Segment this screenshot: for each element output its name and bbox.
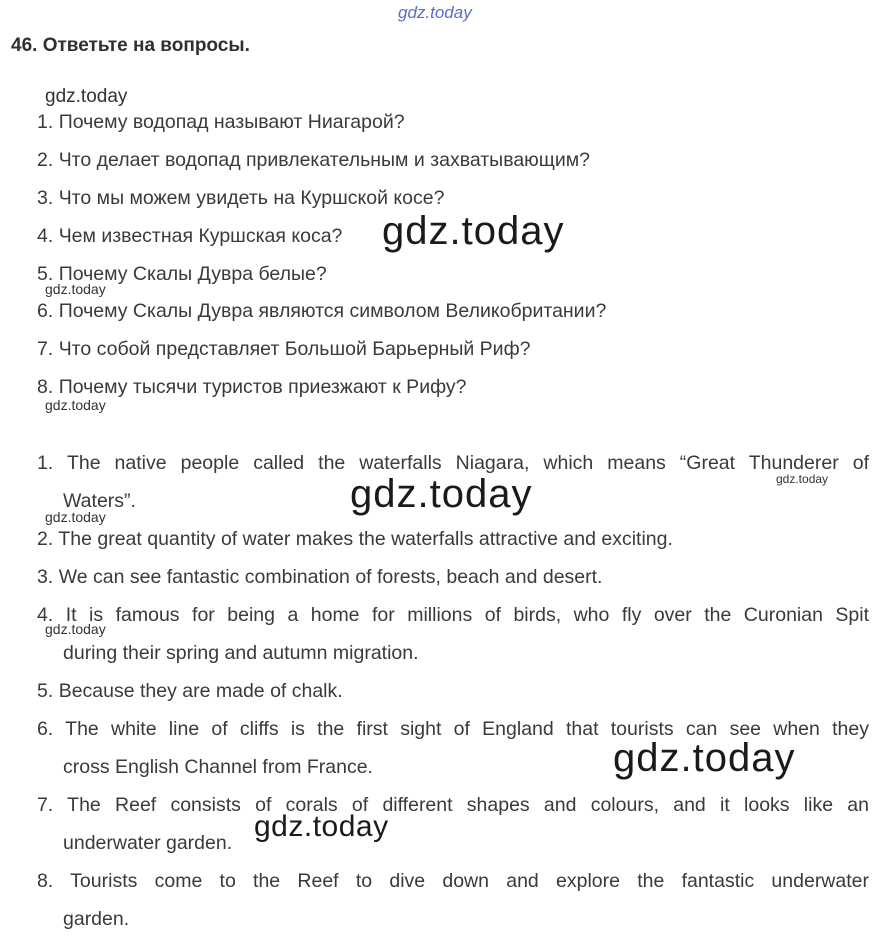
question-text: Что собой представляет Большой Барьерный Риф? (58, 338, 531, 360)
watermark: gdz.today (613, 736, 796, 780)
answer-5 (37, 680, 343, 702)
watermark: gdz.today (45, 397, 106, 413)
answer-3 (37, 566, 602, 588)
answer-text: Tourists come to the Reef to dive down and explore the fantastic underwater (70, 870, 869, 892)
question-6 (37, 300, 606, 322)
question-3 (37, 187, 444, 209)
answer-number: 2. (37, 528, 54, 550)
question-number: 1. (37, 111, 54, 133)
answer-text: Because they are made of chalk. (58, 680, 343, 702)
exercise-title: 46. Ответьте на вопросы. (11, 35, 250, 56)
answer-4 (37, 604, 869, 626)
answer-number: 8. (37, 870, 54, 892)
watermark: gdz.today (45, 86, 128, 107)
question-number: 2. (37, 149, 54, 171)
answer-1-cont: Waters”. (63, 490, 136, 512)
answer-number: 3. (37, 566, 54, 588)
answer-text: The native people called the waterfalls Niagara, which means “Great Thunderer of (66, 452, 869, 474)
answer-6-cont: cross English Channel from France. (63, 756, 373, 778)
question-number: 5. (37, 263, 54, 285)
watermark-top: gdz.today (398, 3, 472, 22)
answer-text: It is famous for being a home for millions of birds, who fly over the Curonian Spit (65, 604, 870, 626)
question-1 (37, 111, 405, 133)
question-number: 8. (37, 376, 54, 398)
watermark: gdz.today (45, 621, 106, 637)
watermark: gdz.today (382, 209, 565, 253)
question-text: Чем известная Куршская коса? (58, 225, 343, 247)
watermark: gdz.today (45, 509, 106, 525)
watermark: gdz.today (254, 810, 389, 843)
answer-number: 6. (37, 718, 54, 740)
answer-1 (37, 452, 869, 474)
answer-number: 5. (37, 680, 54, 702)
question-text: Почему водопад называют Ниагарой? (58, 111, 405, 133)
question-number: 4. (37, 225, 54, 247)
question-text: Что мы можем увидеть на Куршской косе? (58, 187, 445, 209)
watermark: gdz.today (45, 281, 106, 297)
answer-text: The great quantity of water makes the waterfalls attractive and exciting. (58, 528, 673, 550)
answer-text: We can see fantastic combination of forests, beach and desert. (58, 566, 603, 588)
question-text: Что делает водопад привлекательным и захватывающим? (58, 149, 590, 171)
answer-2 (37, 528, 673, 550)
question-number: 7. (37, 338, 54, 360)
answer-number: 4. (37, 604, 54, 626)
question-text: Почему Скалы Дувра являются символом Великобритании? (58, 300, 607, 322)
question-text: Почему Скалы Дувра белые? (58, 263, 327, 285)
answer-6 (37, 718, 869, 740)
question-7 (37, 338, 530, 360)
question-5 (37, 263, 327, 285)
question-text: Почему тысячи туристов приезжают к Рифу? (58, 376, 467, 398)
answer-number: 7. (37, 794, 54, 816)
question-number: 3. (37, 187, 54, 209)
answer-7-cont: underwater garden. (63, 832, 233, 854)
question-8 (37, 376, 467, 398)
question-2 (37, 149, 590, 171)
answer-text: The white line of cliffs is the first sight of England that tourists can see when they (65, 718, 869, 740)
answer-4-cont: during their spring and autumn migration. (63, 642, 419, 664)
watermark: gdz.today (776, 472, 829, 486)
question-4 (37, 225, 342, 247)
answer-8 (37, 870, 869, 892)
answer-text: The Reef consists of corals of different shapes and colours, and it looks like an (67, 794, 869, 816)
question-number: 6. (37, 300, 54, 322)
answer-7 (37, 794, 869, 816)
watermark: gdz.today (350, 472, 533, 516)
answer-number: 1. (37, 452, 54, 474)
answer-8-cont: garden. (63, 908, 130, 930)
